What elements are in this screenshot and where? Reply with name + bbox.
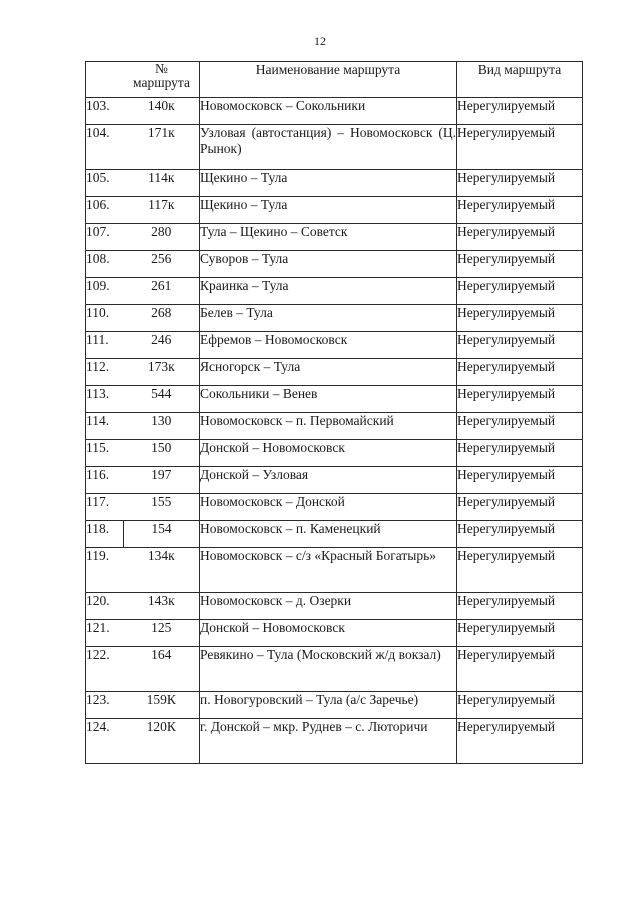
table-row [86, 413, 583, 440]
table-row [86, 170, 583, 197]
route-name: Ефремов – Новомосковск [200, 332, 457, 359]
table-row [86, 440, 583, 467]
route-name: Донской – Новомосковск [200, 440, 457, 467]
route-type: Нерегулируемый [457, 440, 583, 467]
table-row [86, 386, 583, 413]
row-index: 105. [86, 170, 124, 197]
route-number: 117к [124, 197, 200, 224]
route-name: Новомосковск – Донской [200, 494, 457, 521]
route-name: Новомосковск – д. Озерки [200, 593, 457, 620]
route-type: Нерегулируемый [457, 467, 583, 494]
route-type: Нерегулируемый [457, 98, 583, 125]
route-number: 197 [124, 467, 200, 494]
route-type: Нерегулируемый [457, 386, 583, 413]
row-index: 103. [86, 98, 124, 125]
row-index: 106. [86, 197, 124, 224]
route-type: Нерегулируемый [457, 278, 583, 305]
route-name: г. Донской – мкр. Руднев – с. Лютоpичи [200, 719, 457, 764]
table-header-row [86, 62, 583, 98]
table-row [86, 98, 583, 125]
row-index: 119. [86, 548, 124, 593]
route-type: Нерегулируемый [457, 593, 583, 620]
row-index: 121. [86, 620, 124, 647]
route-type: Нерегулируемый [457, 548, 583, 593]
row-index: 115. [86, 440, 124, 467]
route-name: Щекино – Тула [200, 197, 457, 224]
table-row [86, 332, 583, 359]
route-number: 143к [124, 593, 200, 620]
table-row [86, 278, 583, 305]
route-type: Нерегулируемый [457, 692, 583, 719]
route-number: 114к [124, 170, 200, 197]
route-type: Нерегулируемый [457, 359, 583, 386]
row-index: 122. [86, 647, 124, 692]
table-row [86, 359, 583, 386]
row-index: 110. [86, 305, 124, 332]
table-row [86, 467, 583, 494]
route-name: Донской – Узловая [200, 467, 457, 494]
row-index: 107. [86, 224, 124, 251]
route-name: Тула – Щекино – Советск [200, 224, 457, 251]
table-row [86, 305, 583, 332]
route-type: Нерегулируемый [457, 332, 583, 359]
route-name: Щекино – Тула [200, 170, 457, 197]
row-index: 120. [86, 593, 124, 620]
row-index: 124. [86, 719, 124, 764]
route-name: Новомосковск – Сокольники [200, 98, 457, 125]
route-name: Узловая (автостанция) – Новомосковск (Ц. Рынок) [200, 125, 457, 170]
table-row [86, 548, 583, 593]
route-name: Новомосковск – п. Каменецкий [200, 521, 457, 548]
row-index: 113. [86, 386, 124, 413]
table-row [86, 125, 583, 170]
header-route-number-line1: № [155, 61, 168, 76]
row-index: 116. [86, 467, 124, 494]
route-number: 544 [124, 386, 200, 413]
route-type: Нерегулируемый [457, 647, 583, 692]
header-route-type: Вид маршрута [457, 62, 583, 98]
row-index: 117. [86, 494, 124, 521]
route-number: 125 [124, 620, 200, 647]
route-number: 164 [124, 647, 200, 692]
route-type: Нерегулируемый [457, 224, 583, 251]
header-route-number [86, 62, 200, 98]
route-name: Суворов – Тула [200, 251, 457, 278]
row-index: 111. [86, 332, 124, 359]
route-number: 134к [124, 548, 200, 593]
route-type: Нерегулируемый [457, 620, 583, 647]
table-row [86, 494, 583, 521]
table-row [86, 593, 583, 620]
table-row [86, 692, 583, 719]
route-number: 246 [124, 332, 200, 359]
row-index: 123. [86, 692, 124, 719]
route-name: п. Новогуровский – Тула (а/с Заречье) [200, 692, 457, 719]
table-row [86, 251, 583, 278]
route-type: Нерегулируемый [457, 413, 583, 440]
route-number: 154 [124, 521, 200, 548]
route-type: Нерегулируемый [457, 494, 583, 521]
header-route-name: Наименование маршрута [200, 62, 457, 98]
route-number: 159К [124, 692, 200, 719]
route-number: 140к [124, 98, 200, 125]
route-number: 130 [124, 413, 200, 440]
route-name: Ревякино – Тула (Московский ж/д вокзал) [200, 647, 457, 692]
route-type: Нерегулируемый [457, 251, 583, 278]
table-row [86, 647, 583, 692]
route-type: Нерегулируемый [457, 305, 583, 332]
route-number: 155 [124, 494, 200, 521]
route-number: 261 [124, 278, 200, 305]
route-number: 173к [124, 359, 200, 386]
route-name: Краинка – Тула [200, 278, 457, 305]
route-name: Новомосковск – п. Первомайский [200, 413, 457, 440]
row-index: 118. [86, 521, 124, 548]
route-type: Нерегулируемый [457, 197, 583, 224]
row-index: 104. [86, 125, 124, 170]
route-type: Нерегулируемый [457, 170, 583, 197]
route-name: Новомосковск – с/з «Красный Богатырь» [200, 548, 457, 593]
routes-table [85, 61, 583, 764]
row-index: 112. [86, 359, 124, 386]
route-number: 280 [124, 224, 200, 251]
route-number: 150 [124, 440, 200, 467]
row-index: 108. [86, 251, 124, 278]
route-name: Донской – Новомосковск [200, 620, 457, 647]
table-row [86, 719, 583, 764]
route-number: 171к [124, 125, 200, 170]
table-row [86, 197, 583, 224]
header-route-number-line2: маршрута [133, 75, 190, 90]
row-index: 114. [86, 413, 124, 440]
page-number: 12 [314, 34, 326, 48]
table-row [86, 521, 583, 548]
route-number: 256 [124, 251, 200, 278]
row-index: 109. [86, 278, 124, 305]
route-name: Белев – Тула [200, 305, 457, 332]
route-type: Нерегулируемый [457, 521, 583, 548]
route-number: 268 [124, 305, 200, 332]
route-name: Сокольники – Венев [200, 386, 457, 413]
table-row [86, 620, 583, 647]
table-row [86, 224, 583, 251]
route-type: Нерегулируемый [457, 125, 583, 170]
route-name: Ясногорск – Тула [200, 359, 457, 386]
route-number: 120К [124, 719, 200, 764]
route-type: Нерегулируемый [457, 719, 583, 764]
